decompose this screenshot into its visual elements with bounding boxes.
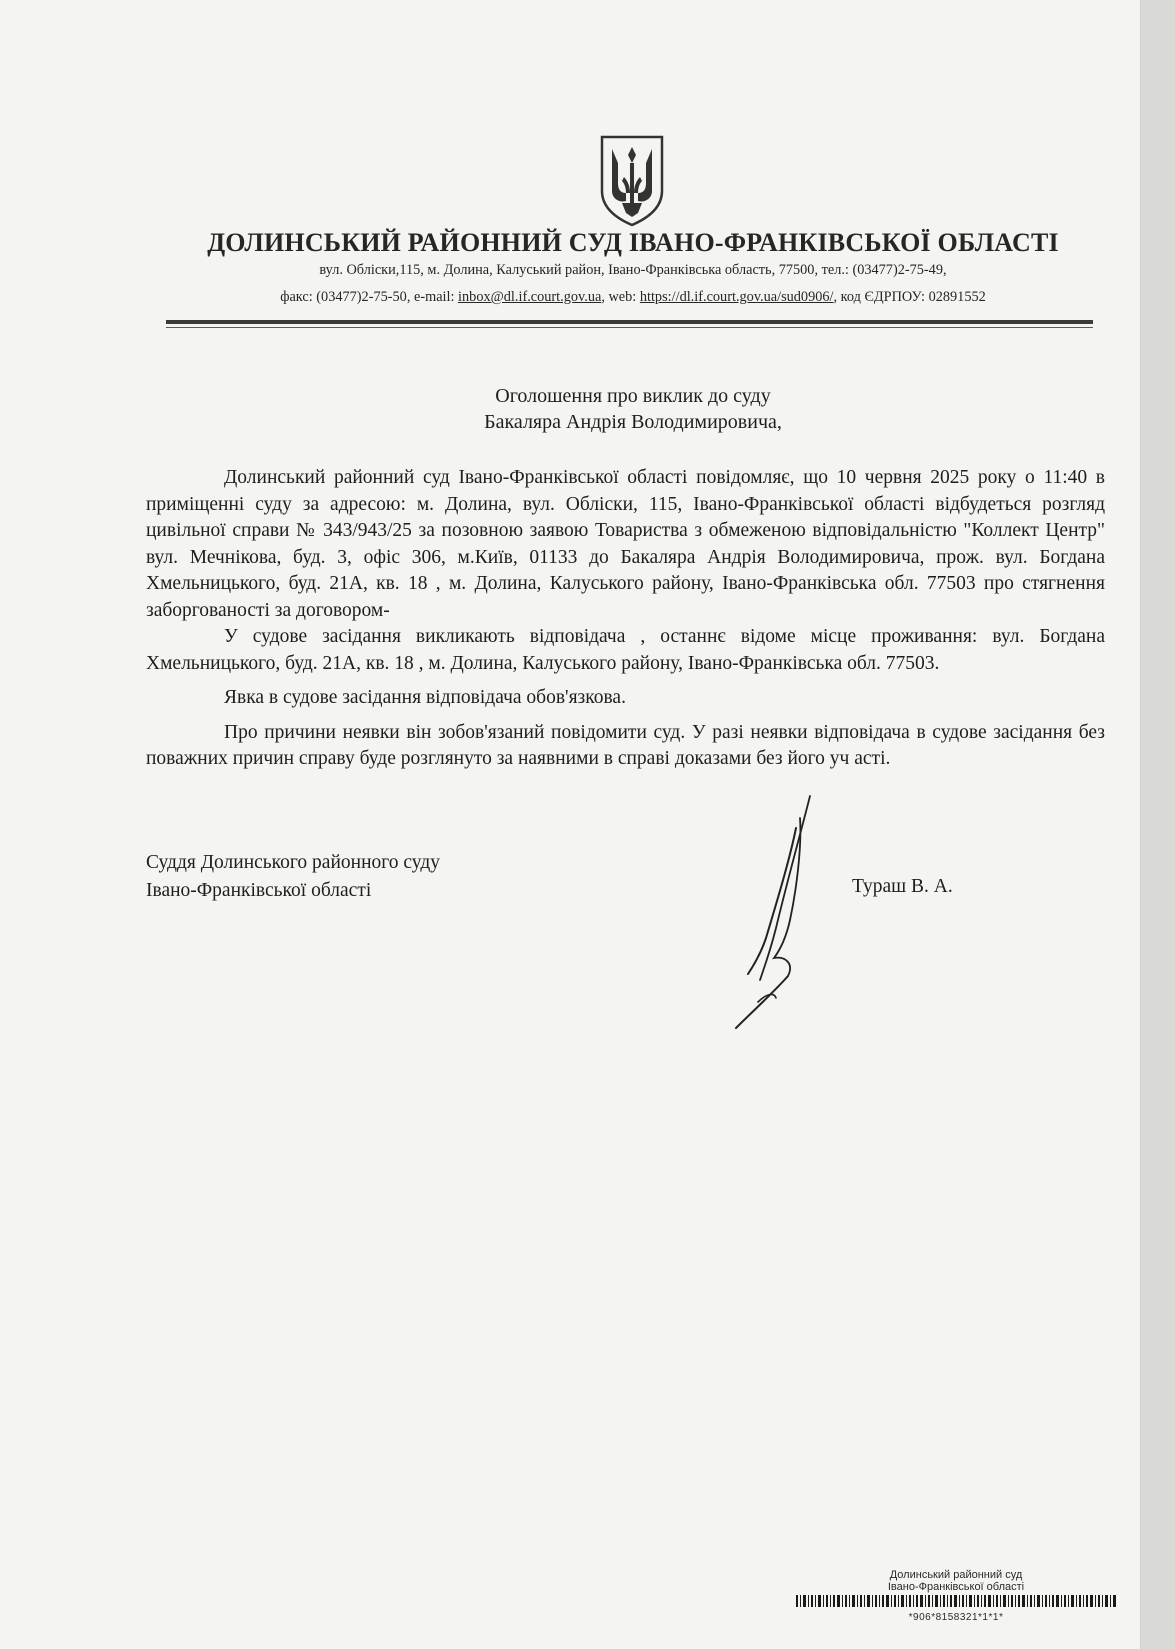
body-paragraph-attendance: Явка в судове засідання відповідача обов'язкова. [224, 687, 626, 708]
trident-emblem-icon [596, 133, 668, 227]
court-name-heading: ДОЛИНСЬКИЙ РАЙОННИЙ СУД ІВАНО-ФРАНКІВСЬКОЇ ОБЛАСТІ [207, 228, 1059, 257]
signer-position-line2: Івано-Франківської області [146, 880, 372, 901]
handwritten-signature [730, 788, 870, 1038]
barcode-icon [796, 1595, 1116, 1607]
fax-label: факс: (03477)2-75-50, e-mail: [280, 289, 459, 305]
registration-stamp [796, 1569, 1116, 1623]
web-link[interactable]: https://dl.if.court.gov.ua/sud0906/ [639, 289, 834, 305]
judge-name: Тураш В. А. [852, 876, 953, 897]
notice-body [146, 465, 1105, 773]
header-divider [166, 320, 1093, 324]
signer-position-line1: Суддя Долинського районного суду [146, 852, 440, 873]
notice-addressee: Бакаляра Андрія Володимировича, [484, 411, 782, 433]
web-label: , web: [601, 289, 640, 305]
notice-title: Оголошення про виклик до суду [495, 385, 771, 407]
header-divider-thin [166, 327, 1093, 328]
court-address: вул. Обліски,115, м. Долина, Калуський район, Івано-Франківська область, 77500, тел.: (03477)2-75-49, [319, 262, 947, 278]
body-paragraph-absence: Про причини неявки він зобов'язаний повідомити суд. У разі неявки відповідача в судове засідання без поважних причин справу буде розглянуто за наявними в справі доказами без його уч асті. [146, 721, 1105, 769]
stamp-court-name: Долинський районний суд [889, 1569, 1023, 1581]
edrpou-code: , код ЄДРПОУ: 02891552 [833, 289, 986, 305]
signer-position [146, 849, 440, 905]
email-link[interactable]: inbox@dl.if.court.gov.ua [458, 289, 602, 305]
stamp-barcode-number: *906*8158321*1*1* [908, 1612, 1004, 1623]
stamp-region: Івано-Франківської області [887, 1581, 1025, 1593]
body-paragraph-summons: У судове засідання викликають відповідача , останнє відоме місце проживання: вул. Богдана Хмельницького, буд. 21А, кв. 18 , м. Долина, Калуського району, Івано-Франківська обл. 77503. [146, 626, 1105, 674]
court-contacts [0, 289, 1175, 306]
body-paragraph-hearing: Долинський районний суд Івано-Франківської області повідомляє, що 10 червня 2025 року о 11:40 в приміщенні суду за адресою: м. Долина, вул. Обліски, 115, Івано-Франківської області відбудеться розгляд цивільної справи № 343/943/25 за позовною заявою Товариства з обмеженою відповідальністю "Коллект Центр" вул. Мечнікова, буд. 3, офіс 306, м.Київ, 01133 до Бакаляра Андрія Володимировича, прож. вул. Богдана Хмельницького, буд. 21А, кв. 18 , м. Долина, Калуського району, Івано-Франківська обл. 77503 про стягнення заборгованості за договором- [146, 467, 1105, 621]
